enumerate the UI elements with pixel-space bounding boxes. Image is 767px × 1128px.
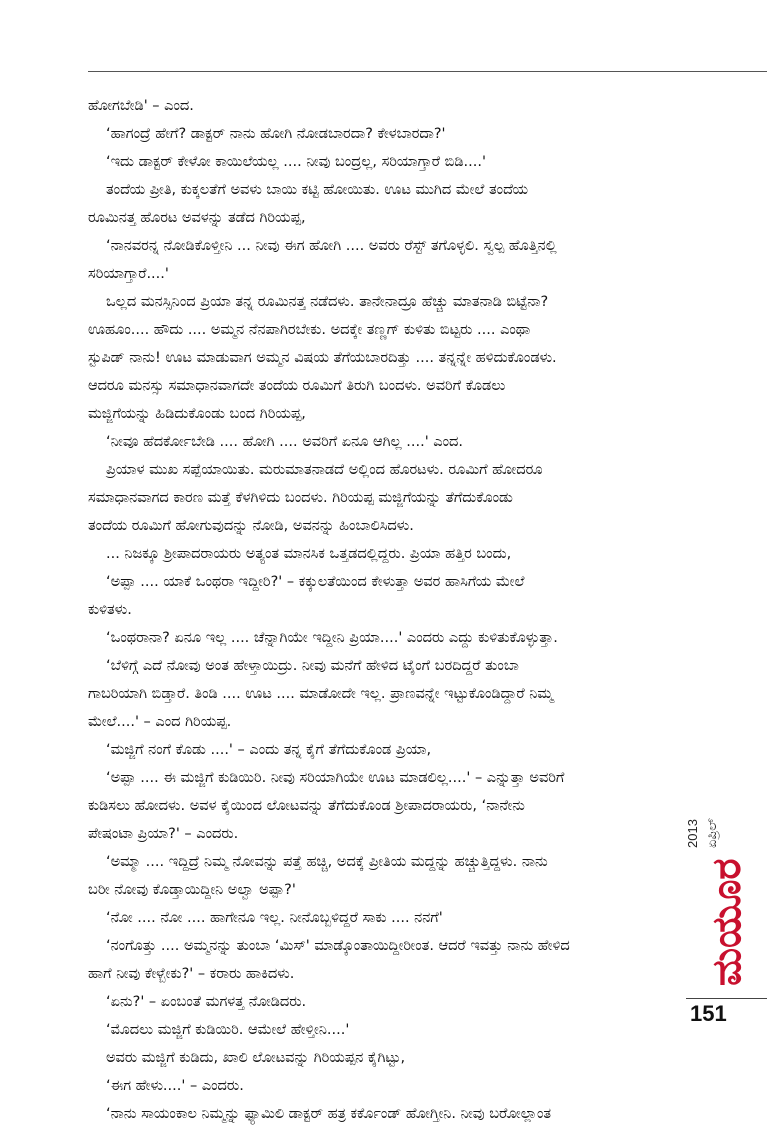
story-line: ಊಹೂಂ.... ಹೌದು .... ಅಮ್ಮನ ನೆನಪಾಗಿರಬೇಕು. ಅದಕ್ಕೇ ತಣ್ಣಗ್ ಕುಳಿತು ಬಿಟ್ಟರು .... ಎಂಥಾ [88, 322, 531, 338]
story-line: ‘ಹಾಗಂದ್ರೆ ಹೇಗೆ? ಡಾಕ್ಟರ್ ನಾನು ಹೋಗಿ ನೋಡಬಾರದಾ? ಕೇಳಬಾರದಾ?' [106, 126, 446, 142]
story-line: ತಂದೆಯ ಪ್ರೀತಿ, ಕುಕ್ಕಲತೆಗೆ ಅವಳು ಬಾಯಿ ಕಟ್ಟಿ ಹೋಯಿತು. ಊಟ ಮುಗಿದ ಮೇಲೆ ತಂದೆಯ [106, 182, 529, 198]
magazine-name: ಮಯೂರ [704, 858, 750, 986]
story-line: ಮೇಲೆ....' – ಎಂದ ಗಿರಿಯಪ್ಪ. [88, 714, 232, 730]
story-line: ‘ನಂಗೊತ್ತು .... ಅಮ್ಮನನ್ನು ತುಂಬಾ ‘ಮಿಸ್' ಮಾಡ್ಕೊಂತಾಯಿದ್ದೀರೀಂತ. ಆದರೆ ಇವತ್ತು ನಾನು ಹೇಳಿದ [106, 938, 570, 954]
story-line: ‘ಮೊದಲು ಮಜ್ಜಿಗೆ ಕುಡಿಯಿರಿ. ಆಮೇಲೆ ಹೇಳ್ತೀನಿ....' [106, 1022, 350, 1038]
story-line: ಕುಳಿತಳು. [88, 602, 132, 618]
page-number: 151 [690, 1001, 727, 1026]
story-line: ಒಲ್ಲದ ಮನಸ್ಸಿನಿಂದ ಪ್ರಿಯಾ ತನ್ನ ರೂಮಿನತ್ತ ನಡೆದಳು. ತಾನೇನಾದ್ರೂ ಹೆಚ್ಚು ಮಾತನಾಡಿ ಬಿಟ್ಟೆನಾ? [106, 294, 549, 310]
story-line: ‘ಅಪ್ಪಾ .... ಈ ಮಜ್ಜಿಗೆ ಕುಡಿಯಿರಿ. ನೀವು ಸರಿಯಾಗಿಯೇ ಊಟ ಮಾಡಲಿಲ್ಲ....' – ಎನ್ನುತ್ತಾ ಅವರಿಗೆ [106, 770, 565, 786]
story-line: ಸಮಾಧಾನವಾಗದ ಕಾರಣ ಮತ್ತೆ ಕೆಳಗಿಳಿದು ಬಂದಳು. ಗಿರಿಯಪ್ಪ ಮಜ್ಜಿಗೆಯನ್ನು ತೆಗೆದುಕೊಂಡು [88, 490, 513, 506]
story-line: ‘ಅಪ್ಪಾ .... ಯಾಕೆ ಒಂಥರಾ ಇದ್ದೀರಿ?' – ಕಕ್ಕುಲತೆಯಿಂದ ಕೇಳುತ್ತಾ ಅವರ ಹಾಸಿಗೆಯ ಮೇಲೆ [106, 574, 525, 590]
story-line: ರೂಮಿನತ್ತ ಹೊರಟ ಅವಳನ್ನು ತಡೆದ ಗಿರಿಯಪ್ಪ, [88, 210, 306, 226]
story-line: ‘ಮಜ್ಜಿಗೆ ನಂಗೆ ಕೊಡು ....' – ಎಂದು ತನ್ನ ಕೈಗೆ ತೆಗೆದುಕೊಂಡ ಪ್ರಿಯಾ, [106, 742, 432, 758]
magazine-masthead [684, 850, 756, 990]
story-line: ‘ನೀವೂ ಹೆದರ್ಕೋಬೇಡಿ .... ಹೋಗಿ .... ಅವರಿಗೆ ಏನೂ ಆಗಿಲ್ಲ ....' ಎಂದ. [106, 434, 464, 450]
story-line: ‘ಈಗ ಹೇಳು....' – ಎಂದರು. [106, 1078, 244, 1094]
issue-year: 2013 [685, 819, 700, 848]
story-line: ಸರಿಯಾಗ್ತಾರೆ....' [88, 266, 169, 282]
story-line: ಪೇಷಂಟಾ ಪ್ರಿಯಾ?' – ಎಂದರು. [88, 826, 239, 842]
header-rule [88, 71, 767, 72]
story-line: ‘ಒಂಥರಾನಾ? ಏನೂ ಇಲ್ಲ .... ಚೆನ್ನಾಗಿಯೇ ಇದ್ದೀನಿ ಪ್ರಿಯಾ....' ಎಂದರು ಎದ್ದು ಕುಳಿತುಕೊಳ್ಳುತ್ತಾ. [106, 630, 558, 646]
issue-month: ಏಪ್ರಿಲ್ [704, 818, 719, 848]
story-line: ಅವರು ಮಜ್ಜಿಗೆ ಕುಡಿದು, ಖಾಲಿ ಲೋಟವನ್ನು ಗಿರಿಯಪ್ಪನ ಕೈಗಿಟ್ಟು, [106, 1050, 406, 1066]
story-line: ‘ನಾನವರನ್ನ ನೋಡಿಕೊಳ್ತೀನಿ ... ನೀವು ಈಗ ಹೋಗಿ .... ಅವರು ರೆಸ್ಟ್ ತಗೊಳ್ಳಲಿ. ಸ್ವಲ್ಪ ಹೊತ್ತಿನಲ್ಲಿ [106, 238, 557, 254]
story-line: ಆದರೂ ಮನಸ್ಸು ಸಮಾಧಾನವಾಗದೇ ತಂದೆಯ ರೂಮಿಗೆ ತಿರುಗಿ ಬಂದಳು. ಅವರಿಗೆ ಕೊಡಲು [88, 378, 506, 394]
story-line: ‘ನೋ .... ನೋ .... ಹಾಗೇನೂ ಇಲ್ಲ. ನೀನೊಬ್ಬಳಿದ್ದರೆ ಸಾಕು .... ನನಗೆ' [106, 910, 443, 926]
story-text [88, 92, 673, 1128]
story-line: ‘ಅಮ್ಮಾ .... ಇದ್ದಿದ್ರೆ ನಿಮ್ಮ ನೋವನ್ನು ಪತ್ತೆ ಹಚ್ಚಿ, ಅದಕ್ಕೆ ಪ್ರೀತಿಯ ಮದ್ದನ್ನು ಹಚ್ಚುತ್ತಿದ್ದಳು. ನಾನು [106, 854, 548, 870]
story-line: ‘ಇದು ಡಾಕ್ಟರ್ ಕೇಳೋ ಕಾಯಿಲೆಯಲ್ಲ .... ನೀವು ಬಂದ್ರಲ್ಲ, ಸರಿಯಾಗ್ತಾರೆ ಬಿಡಿ....' [106, 154, 486, 170]
story-line: ಸ್ಟುಪಿಡ್ ನಾನು! ಊಟ ಮಾಡುವಾಗ ಅಮ್ಮನ ವಿಷಯ ತೆಗೆಯಬಾರದಿತ್ತು .... ತನ್ನನ್ನೇ ಹಳಿದುಕೊಂಡಳು. [88, 350, 557, 366]
footer-rule [686, 998, 767, 999]
story-line: ತಂದೆಯ ರೂಮಿಗೆ ಹೋಗುವುದನ್ನು ನೋಡಿ, ಅವನನ್ನು ಹಿಂಬಾಲಿಸಿದಳು. [88, 518, 414, 534]
story-line: ... ನಿಜಕ್ಕೂ ಶ್ರೀಪಾದರಾಯರು ಅತ್ಯಂತ ಮಾನಸಿಕ ಒತ್ತಡದಲ್ಲಿದ್ದರು. ಪ್ರಿಯಾ ಹತ್ತಿರ ಬಂದು, [106, 546, 512, 562]
story-line: ಮಜ್ಜಿಗೆಯನ್ನು ಹಿಡಿದುಕೊಂಡು ಬಂದ ಗಿರಿಯಪ್ಪ, [88, 406, 306, 422]
story-line: ‘ಏನು?' – ಏಂಬಂತೆ ಮಗಳತ್ತ ನೋಡಿದರು. [106, 994, 307, 1010]
story-line: ಹೋಗಬೇಡಿ' – ಎಂದ. [88, 98, 194, 114]
story-line: ‘ಬೆಳಿಗ್ಗೆ ಎದೆ ನೋವು ಅಂತ ಹೇಳ್ತಾಯಿದ್ರು. ನೀವು ಮನೆಗೆ ಹೇಳಿದ ಟೈಂಗೆ ಬರದಿದ್ದರೆ ತುಂಬಾ [106, 658, 519, 674]
story-line: ಕುಡಿಸಲು ಹೋದಳು. ಅವಳ ಕೈಯಿಂದ ಲೋಟವನ್ನು ತೆಗೆದುಕೊಂಡ ಶ್ರೀಪಾದರಾಯರು, ‘ನಾನೇನು [88, 798, 525, 814]
issue-date [680, 800, 732, 850]
story-line: ‘ನಾನು ಸಾಯಂಕಾಲ ನಿಮ್ಮನ್ನು ಫ್ಯಾಮಿಲಿ ಡಾಕ್ಟರ್ ಹತ್ರ ಕರ್ಕೊಂಡ್ ಹೋಗ್ತೀನಿ. ನೀವು ಬರೋಲ್ಲಾಂತ [106, 1106, 552, 1122]
story-line: ಹಾಗೆ ನೀವು ಕೇಳ್ಬೇಕು?' – ಕರಾರು ಹಾಕಿದಳು. [88, 966, 295, 982]
story-line: ಬರೀ ನೋವು ಕೊಡ್ತಾಯಿದ್ದೀನಿ ಅಲ್ವಾ ಅಪ್ಪಾ?' [88, 882, 296, 898]
story-line: ಪ್ರಿಯಾಳ ಮುಖ ಸಪ್ಪೆಯಾಯಿತು. ಮರುಮಾತನಾಡದೆ ಅಲ್ಲಿಂದ ಹೊರಟಳು. ರೂಮಿಗೆ ಹೋದರೂ [106, 462, 543, 478]
story-line: ಗಾಬರಿಯಾಗಿ ಬಿಡ್ತಾರೆ. ತಿಂಡಿ .... ಊಟ .... ಮಾಡೋದೇ ಇಲ್ಲ. ಪ್ರಾಣವನ್ನೇ ಇಟ್ಟುಕೊಂಡಿದ್ದಾರೆ ನಿಮ್ಮ [88, 686, 554, 702]
